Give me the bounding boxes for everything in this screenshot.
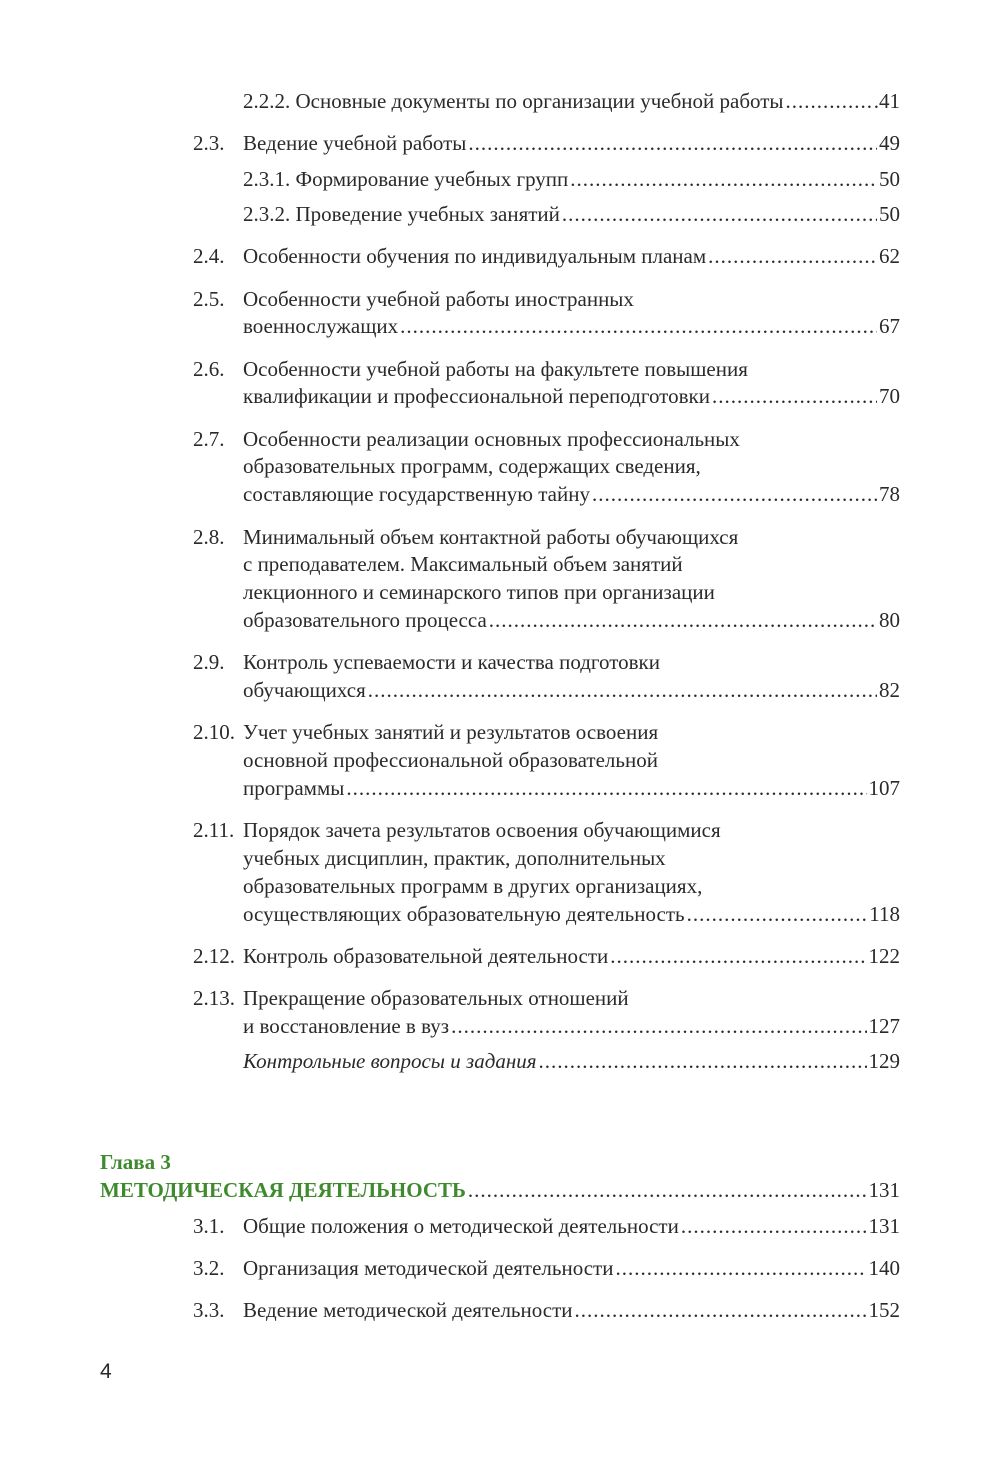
- toc-entry-number: 2.12.: [193, 944, 235, 968]
- toc-entry-title: 2.3.2. Проведение учебных занятий: [243, 201, 560, 226]
- toc-entry-title: Учет учебных занятий и результатов освоения: [243, 720, 659, 745]
- leader-dots: [687, 901, 868, 929]
- leader-dots: [368, 677, 877, 705]
- toc-entry-line: [243, 130, 900, 158]
- toc-entry-title: Прекращение образовательных отношений: [243, 986, 629, 1011]
- toc-entry-number: 3.2.: [193, 1255, 225, 1280]
- toc-entry-line: [243, 1048, 900, 1076]
- toc-entry-line: [243, 1255, 900, 1283]
- toc-entry-line: [243, 775, 900, 803]
- leader-dots: [562, 201, 877, 229]
- leader-dots: [681, 1213, 867, 1241]
- toc-entry-title: образовательных программ в других организациях,: [243, 873, 703, 898]
- toc-entry-title: Контроль успеваемости и качества подготовки: [243, 650, 660, 675]
- toc-entry-line: [243, 719, 900, 747]
- leader-dots: [570, 166, 877, 194]
- toc-entry-line: [243, 607, 900, 635]
- toc-entry: [193, 817, 900, 928]
- toc-entry-title: Контрольные вопросы и задания: [243, 1049, 537, 1074]
- toc-entry-line: [243, 1013, 900, 1041]
- toc-entry-page-number: 62: [879, 244, 900, 269]
- toc-entry-line: [243, 649, 900, 677]
- toc-entry-page-number: 50: [879, 201, 900, 226]
- toc-entry-number: 2.9.: [193, 650, 225, 675]
- toc-entry-line: [243, 873, 900, 901]
- toc-entry-page-number: 78: [879, 482, 900, 507]
- toc-entry-line: [243, 943, 900, 971]
- toc-entry-page-number: 70: [879, 384, 900, 409]
- chapter-title-line: [100, 1177, 900, 1205]
- chapter-title: МЕТОДИЧЕСКАЯ ДЕЯТЕЛЬНОСТЬ: [100, 1177, 466, 1202]
- leader-dots: [615, 1255, 866, 1283]
- toc-entry-number: 2.4.: [193, 244, 225, 269]
- toc-entry-title: и восстановление в вуз: [243, 1014, 450, 1039]
- toc-entry-line: [243, 1213, 900, 1241]
- toc-entry-line: [243, 551, 900, 579]
- toc-entry-title: образовательного процесса: [243, 607, 487, 632]
- chapter-heading: [100, 1149, 900, 1205]
- toc-entry: [193, 1213, 900, 1241]
- toc-entry: [193, 649, 900, 705]
- toc-entry-page-number: 122: [868, 944, 900, 968]
- toc-entry: [243, 1048, 900, 1076]
- leader-dots: [346, 775, 866, 803]
- toc-entry-page-number: 129: [868, 1049, 900, 1074]
- toc-entry-title: Особенности учебной работы на факультете повышения: [243, 356, 748, 381]
- toc-entry-number: 2.6.: [193, 356, 225, 381]
- page-number: 4: [100, 1360, 112, 1383]
- leader-dots: [708, 243, 877, 271]
- toc-entry-title: Контроль образовательной деятельности: [243, 944, 609, 968]
- toc-entry-page-number: .41: [873, 89, 900, 113]
- toc-entry-title: военнослужащих: [243, 314, 399, 339]
- toc-entry-line: [243, 426, 900, 454]
- toc-entry: [243, 201, 900, 229]
- toc-entry-number: 2.11.: [193, 818, 235, 843]
- toc-entry: [193, 286, 900, 342]
- toc-entry-number: 2.5.: [193, 286, 225, 311]
- toc-entry-line: [243, 201, 900, 229]
- toc-entry-title: Организация методической деятельности: [243, 1255, 614, 1280]
- toc-entry-line: [243, 677, 900, 705]
- leader-dots: [468, 130, 877, 158]
- toc-entry-line: [243, 88, 900, 116]
- toc-entry-title: составляющие государственную тайну: [243, 482, 590, 507]
- toc-entry-number: 3.3.: [193, 1298, 225, 1323]
- toc-entry-line: [243, 985, 900, 1013]
- toc-entry-line: [243, 453, 900, 481]
- toc-entry-number: 2.3.: [193, 131, 225, 156]
- toc-entry-line: [243, 817, 900, 845]
- toc-entry-title: Особенности обучения по индивидуальным планам: [243, 244, 707, 269]
- leader-dots: [575, 1297, 867, 1325]
- toc-entry-title: основной профессиональной образовательной: [243, 748, 658, 773]
- toc-entry-line: [243, 243, 900, 271]
- toc-entry: [193, 1255, 900, 1283]
- leader-dots: [489, 607, 877, 635]
- leader-dots: [539, 1048, 867, 1076]
- toc-entry-line: [243, 481, 900, 509]
- toc-entry-line: [243, 845, 900, 873]
- toc-entry-title: Ведение методической деятельности: [243, 1298, 573, 1323]
- toc-entry-title: программы: [243, 775, 345, 800]
- toc-entry: [193, 1297, 900, 1325]
- toc-entry-page-number: 152: [868, 1298, 900, 1323]
- toc-entry: [193, 985, 900, 1041]
- toc-entry-line: [243, 313, 900, 341]
- toc-entry: [243, 88, 900, 116]
- toc-entry-number: 2.13.: [193, 986, 235, 1011]
- toc-entry-page-number: 131: [868, 1213, 900, 1238]
- toc-entry-page-number: 140: [868, 1255, 900, 1280]
- toc-entry-title: квалификации и профессиональной переподготовки: [243, 384, 710, 409]
- toc-entry: [193, 426, 900, 509]
- toc-entry-title: лекционного и семинарского типов при организации: [243, 580, 715, 605]
- toc-entry-page-number: 80: [879, 607, 900, 632]
- toc-entry-page-number: 127: [868, 1014, 900, 1039]
- toc-entry: [193, 524, 900, 635]
- chapter-page-number: 131: [868, 1177, 900, 1202]
- toc-entry: [193, 130, 900, 158]
- leader-dots: [400, 313, 877, 341]
- toc-entry: [193, 943, 900, 971]
- toc-entry-title: учебных дисциплин, практик, дополнительных: [243, 846, 666, 871]
- toc-entry-title: Особенности учебной работы иностранных: [243, 286, 634, 311]
- toc-entry-page-number: 49: [879, 131, 900, 156]
- toc-entry: [193, 356, 900, 412]
- toc-entry-number: 3.1.: [193, 1213, 225, 1238]
- toc-entry-page-number: 118: [869, 901, 900, 926]
- toc-entry-title: образовательных программ, содержащих сведения,: [243, 454, 701, 479]
- leader-dots: [451, 1013, 866, 1041]
- toc-entry-number: 2.10.: [193, 720, 235, 745]
- toc-entry-line: [243, 579, 900, 607]
- toc-entry-title: Минимальный объем контактной работы обучающихся: [243, 524, 739, 549]
- toc-entry-line: [243, 286, 900, 314]
- toc-entry-title: осуществляющих образовательную деятельность: [243, 901, 685, 926]
- toc-entry: [243, 166, 900, 194]
- toc-entry-number: 2.8.: [193, 524, 225, 549]
- chapter-label: Глава 3: [100, 1150, 171, 1174]
- toc-entry-page-number: 50: [879, 166, 900, 191]
- toc-entry-line: [243, 1297, 900, 1325]
- leader-dots: [712, 383, 877, 411]
- leader-dots: [468, 1177, 867, 1205]
- toc-entry-line: [243, 901, 900, 929]
- leader-dots: [610, 943, 866, 971]
- toc-entry-page-number: 82: [879, 678, 900, 703]
- toc-entry-number: 2.7.: [193, 426, 225, 451]
- toc-entry: [193, 243, 900, 271]
- toc-entry-page-number: 67: [879, 314, 900, 339]
- leader-dots: [592, 481, 877, 509]
- toc-entry-title: Порядок зачета результатов освоения обучающимися: [243, 818, 721, 843]
- toc-entry-title: с преподавателем. Максимальный объем занятий: [243, 552, 683, 577]
- toc-entry-line: [243, 166, 900, 194]
- toc-entry-page-number: 107: [868, 775, 900, 800]
- toc-entry-line: [243, 356, 900, 384]
- toc-entry-title: Ведение учебной работы: [243, 131, 467, 156]
- toc-entry-line: [243, 524, 900, 552]
- toc-entry-title: Общие положения о методической деятельности: [243, 1213, 679, 1238]
- toc-entry-line: [243, 383, 900, 411]
- leader-dots: [786, 88, 872, 116]
- toc-entry-title: 2.3.1. Формирование учебных групп: [243, 166, 569, 191]
- toc-entry: [193, 719, 900, 802]
- toc-entry-title: обучающихся: [243, 678, 366, 703]
- toc-entry-title: 2.2.2. Основные документы по организации учебной работы: [243, 89, 784, 113]
- toc-entry-title: Особенности реализации основных профессиональных: [243, 426, 740, 451]
- toc-entry-line: [243, 747, 900, 775]
